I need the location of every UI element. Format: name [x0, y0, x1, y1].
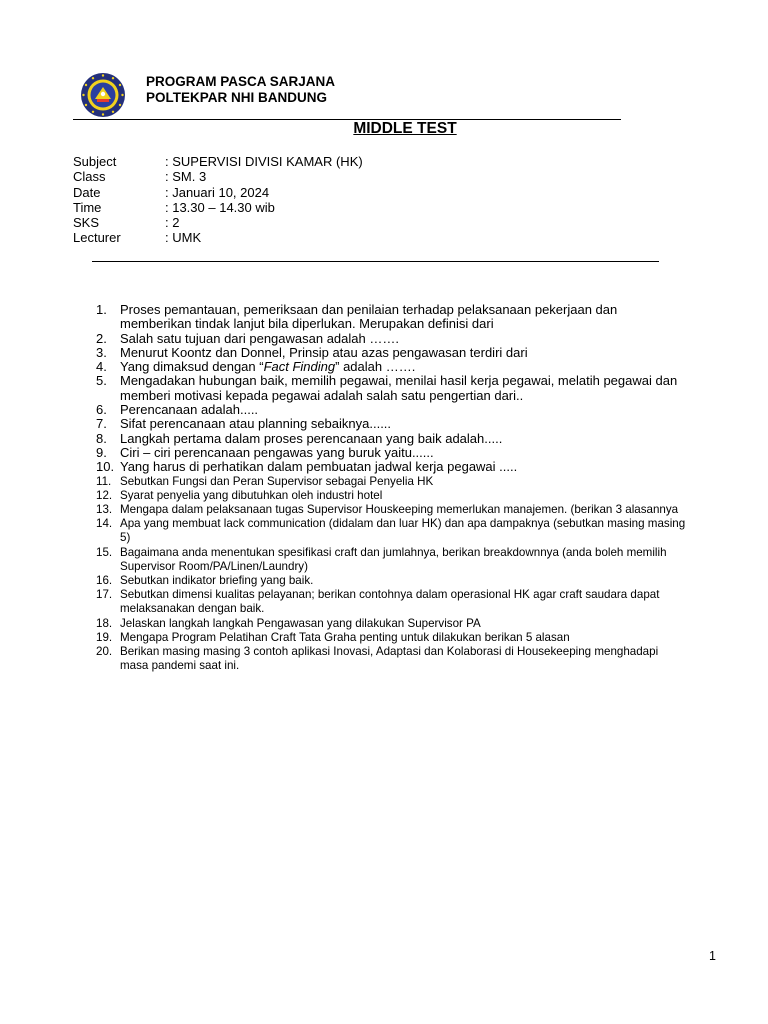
- info-value: : SM. 3: [165, 169, 207, 185]
- question-number: 14.: [96, 517, 113, 531]
- question-number: 20.: [96, 645, 113, 658]
- list-item: [96, 475, 686, 489]
- question-number: 15.: [96, 545, 113, 559]
- question-number: 13.: [96, 502, 113, 516]
- question-list: [96, 303, 686, 673]
- question-number: 12.: [96, 488, 113, 502]
- list-item: [96, 546, 686, 574]
- question-number: 11.: [96, 474, 112, 488]
- info-label: Lecturer: [73, 230, 121, 246]
- info-divider: [92, 261, 659, 262]
- question-text: [120, 359, 415, 374]
- list-item: [96, 446, 686, 460]
- list-item: [96, 303, 686, 332]
- question-text: Yang harus di perhatikan dalam pembuatan jadwal kerja pegawai .....: [120, 459, 518, 475]
- question-number: 17.: [96, 588, 113, 602]
- question-text: Perencanaan adalah.....: [120, 402, 259, 418]
- list-item: [96, 503, 686, 517]
- info-label: SKS: [73, 215, 100, 231]
- question-text: Syarat penyelia yang dibutuhkan oleh industri hotel: [120, 488, 383, 502]
- list-item: [96, 517, 686, 545]
- question-number: 8.: [96, 430, 107, 446]
- question-text: Mengadakan hubungan baik, memilih pegawai, menilai hasil kerja pegawai, melatih pegawai dan memberi motivasi kepada pegawai adalah salah satu pengertian dari..: [120, 373, 678, 403]
- question-number: 4.: [96, 359, 107, 375]
- list-item: [96, 417, 686, 431]
- list-item: [96, 489, 686, 503]
- list-item: [96, 332, 686, 346]
- list-item: [96, 631, 686, 645]
- info-label: Time: [73, 199, 102, 215]
- question-number: 1.: [96, 302, 107, 317]
- list-item: [96, 374, 686, 403]
- university-seal-icon: [80, 72, 126, 118]
- question-number: 16.: [96, 573, 113, 587]
- list-item: [96, 645, 686, 673]
- question-text: Proses pemantauan, pemeriksaan dan penilaian terhadap pelaksanaan pekerjaan dan memberikan tindak lanjut bila diperlukan. Merupakan definisi dari: [120, 302, 618, 332]
- question-text: Sebutkan Fungsi dan Peran Supervisor sebagai Penyelia HK: [120, 474, 434, 488]
- question-text: Mengapa dalam pelaksanaan tugas Supervisor Houskeeping memerlukan manajemen. (berikan 3 alasannya: [120, 502, 679, 516]
- question-text: Sebutkan indikator briefing yang baik.: [120, 573, 314, 587]
- info-label: Date: [73, 184, 101, 200]
- list-item: [96, 432, 686, 446]
- question-text-emphasis: Fact Finding: [263, 359, 336, 375]
- info-value: : UMK: [165, 230, 202, 246]
- list-item: [96, 360, 686, 374]
- question-text: Mengapa Program Pelatihan Craft Tata Graha penting untuk dilakukan berikan 5 alasan: [120, 630, 570, 644]
- question-text: Apa yang membuat lack communication (didalam dan luar HK) dan apa dampaknya (sebutkan masing masing 5): [120, 517, 686, 545]
- list-item: [96, 588, 686, 616]
- question-text: Jelaskan langkah langkah Pengawasan yang dilakukan Supervisor PA: [120, 616, 481, 630]
- institution-name: [146, 74, 335, 106]
- info-value: : Januari 10, 2024: [165, 184, 270, 200]
- info-value: : SUPERVISI DIVISI KAMAR (HK): [165, 154, 363, 169]
- question-number: 19.: [96, 630, 113, 644]
- question-text: Sifat perencanaan atau planning sebaiknya......: [120, 416, 392, 432]
- info-value: : 13.30 – 14.30 wib: [165, 199, 275, 215]
- question-number: 6.: [96, 402, 107, 418]
- question-text: Sebutkan dimensi kualitas pelayanan; berikan contohnya dalam operasional HK agar craft saudara dapat melaksanakan dengan baik.: [120, 588, 660, 616]
- info-label: Subject: [73, 154, 117, 169]
- question-text: Salah satu tujuan dari pengawasan adalah …….: [120, 330, 399, 346]
- question-number: 3.: [96, 344, 107, 360]
- list-item: [96, 460, 686, 474]
- question-number: 2.: [96, 330, 107, 346]
- page-title: MIDDLE TEST: [353, 120, 457, 137]
- page-number: 1: [709, 949, 716, 963]
- question-text: Menurut Koontz dan Donnel, Prinsip atau azas pengawasan terdiri dari: [120, 344, 528, 360]
- question-text: Langkah pertama dalam proses perencanaan yang baik adalah.....: [120, 430, 503, 446]
- list-item: [96, 617, 686, 631]
- document-header: [78, 70, 623, 120]
- list-item: [96, 574, 686, 588]
- list-item: [96, 346, 686, 360]
- info-label: Class: [73, 169, 106, 185]
- question-text-part: ” adalah …….: [335, 359, 416, 375]
- question-number: 5.: [96, 373, 107, 389]
- question-number: 18.: [96, 616, 113, 630]
- school-name: POLTEKPAR NHI BANDUNG: [146, 90, 327, 105]
- question-number: 10.: [96, 459, 115, 475]
- question-text: Berikan masing masing 3 contoh aplikasi Inovasi, Adaptasi dan Kolaborasi di Housekeeping menghadapi masa pandemi saat ini.: [120, 645, 659, 673]
- info-value: : 2: [165, 215, 180, 231]
- program-name: PROGRAM PASCA SARJANA: [146, 74, 336, 89]
- question-text: Bagaimana anda menentukan spesifikasi craft dan jumlahnya, berikan breakdownnya (anda boleh memilih Supervisor Room/PA/Linen/Laundry): [120, 545, 667, 573]
- question-text-part: Yang dimaksud dengan “: [120, 359, 264, 375]
- question-number: 9.: [96, 444, 107, 460]
- question-number: 7.: [96, 416, 107, 432]
- question-text: Ciri – ciri perencanaan pengawas yang buruk yaitu......: [120, 444, 434, 460]
- list-item: [96, 403, 686, 417]
